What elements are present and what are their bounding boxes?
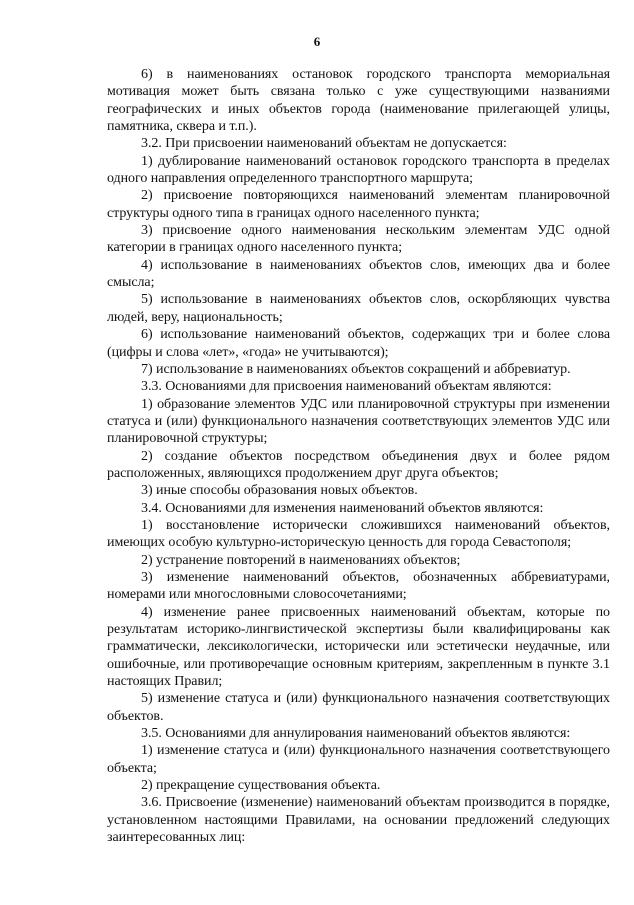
- section-3-2-heading: 3.2. При присвоении наименований объектам не допускается:: [141, 136, 507, 152]
- section-3-4-item-2: 2) устранение повторений в наименованиях объектов;: [141, 552, 461, 568]
- section-3-2-item-1: 1) дублирование наименований остановок городского транспорта в пределах одного направления определенного транспортного маршрута;: [107, 153, 610, 187]
- section-3-2-item-5: 5) использование в наименованиях объектов слов, оскорбляющих чувства людей, веру, национальность;: [107, 292, 610, 325]
- section-3-5-item-1: 1) изменение статуса и (или) функционального назначения соответствующего объекта;: [107, 743, 610, 776]
- section-3-3-item-1: 1) образование элементов УДС или планировочной структуры при изменении статуса и (или) функционального назначения соответствующих элементов УДС или планировочной структуры;: [107, 396, 610, 447]
- page-number: 6: [313, 34, 321, 49]
- section-3-4-item-5: 5) изменение статуса и (или) функционального назначения соответствующих объектов.: [107, 691, 610, 724]
- section-3-3-item-2: 2) создание объектов посредством объединения двух и более рядом расположенных, являющихся продолжением друг друга объектов;: [107, 448, 610, 481]
- section-3-6-paragraph: 3.6. Присвоение (изменение) наименований объектам производится в порядке, установленном настоящими Правилами, на основании предложений следующих заинтересованных лиц:: [107, 795, 610, 846]
- section-3-4-item-4: 4) изменение ранее присвоенных наименований объектам, которые по результатам историко-лингвистической экспертизы были квалифицированы как грамматически, лексикологически, исторически или эстетически неудачные, или ошибочные, или противоречащие основным критериям, закрепленным в пункте 3.1 настоящих Правил;: [107, 604, 610, 690]
- section-3-2-item-6: 6) использование наименований объектов, содержащих три и более слова (цифры и слова «лет», «года» не учитываются);: [107, 327, 610, 360]
- section-3-4-heading: 3.4. Основаниями для изменения наименований объектов являются:: [141, 500, 544, 516]
- section-3-2-item-3: 3) присвоение одного наименования нескольким элементам УДС одной категории в границах одного населенного пункта;: [107, 223, 610, 256]
- paragraph-6-memorial-motivation: 6) в наименованиях остановок городского транспорта мемориальная мотивация может быть связана только с уже существующими названиями географических и иных объектов города (наименование прилегающей улицы, памятника, сквера и т.п.).: [107, 67, 610, 135]
- document-body: [107, 66, 610, 846]
- section-3-2-item-2: 2) присвоение повторяющихся наименований элементам планировочной структуры одного типа в границах одного населенного пункта;: [107, 188, 610, 221]
- section-3-5-item-2: 2) прекращение существования объекта.: [141, 778, 381, 794]
- section-3-2-item-7: 7) использование в наименованиях объектов сокращений и аббревиатур.: [141, 361, 571, 377]
- section-3-3-item-3: 3) иные способы образования новых объектов.: [141, 483, 418, 499]
- section-3-5-heading: 3.5. Основаниями для аннулирования наименований объектов являются:: [141, 726, 571, 742]
- section-3-4-item-3: 3) изменение наименований объектов, обозначенных аббревиатурами, номерами или многословными словосочетаниями;: [107, 569, 610, 603]
- section-3-2-item-4: 4) использование в наименованиях объектов слов, имеющих два и более смысла;: [107, 257, 610, 291]
- section-3-4-item-1: 1) восстановление исторически сложившихся наименований объектов, имеющих особую культурно-историческую ценность для города Севастополя;: [107, 517, 610, 551]
- section-3-3-heading: 3.3. Основаниями для присвоения наименований объектам являются:: [141, 379, 552, 395]
